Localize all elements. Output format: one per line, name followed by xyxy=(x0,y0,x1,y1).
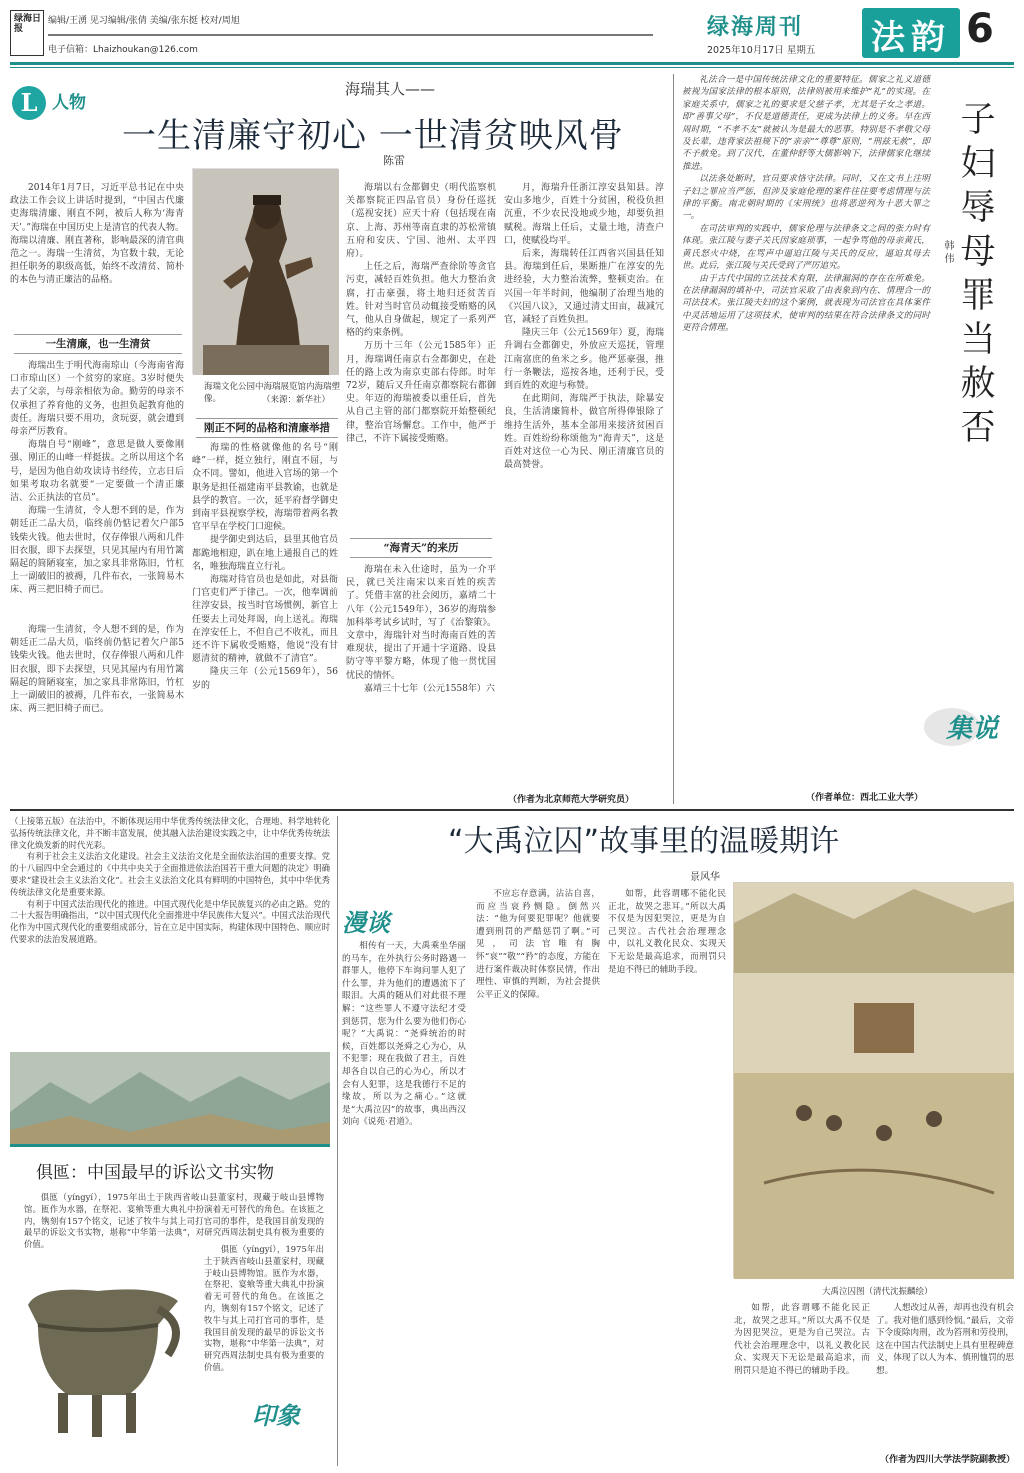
photo-caption: 海瑞文化公园中海瑞展览馆内海瑞塑像。 xyxy=(204,382,341,404)
statue-illustration xyxy=(193,169,339,375)
paragraph: 2014年1月7日，习近平总书记在中央政法工作会议上讲话时提到，“中国古代廉吏海瑞清廉、刚直不阿，被后人称为‘海青天’。”海瑞在中国历史上是清官的代表人物。海瑞以清廉、刚直著称，影响最深的清官典范之一。海瑞一生清贫，为官数十载，无论担任职务的职级高低，始终不改清贫、简朴的本色与清正廉洁的品格。 xyxy=(10,183,184,286)
author-note: （作者为北京师范大学研究员） xyxy=(508,795,635,805)
article-column-4 xyxy=(504,182,664,788)
paragraph: 海瑞自号“刚峰”，意思是做人要像刚强、刚正的山峰一样挺拔。之所以用这个名号，是因为他自幼攻读诗书经传，立志日后如果考取功名就要“一定要做一个清正廉洁、公正执法的官员”。 xyxy=(10,440,184,504)
article-column-2 xyxy=(192,442,338,812)
continued-article xyxy=(10,816,330,1048)
paragraph: 不应忘存意满，沾沾自喜，而应当哀矜恻隐。倒然兴法：“他为何要犯罪呢？他就要遭到刑罚的严酷惩罚了啊。”可见，司法官唯有胸怀“哀”“敬”“矜”的态度，方能在进行案件裁决时体察民情，作出理性、审慎的判断，为社会提供公平正义的保障。 xyxy=(476,889,600,1000)
article-column-1 xyxy=(342,940,466,1460)
masthead-rule-thick xyxy=(10,62,1014,65)
article-column-1b xyxy=(10,360,184,622)
subheading-text: 一生清廉，也一生清贫 xyxy=(45,338,151,350)
paragraph: 有利于社会主义法治文化建设。社会主义法治文化是全面依法治国的重要支撑。党的十八届四中全会通过的《中共中央关于全面推进依法治国若干重大问题的决定》明确要求“建设社会主义法治文化”。社会主义法治文化具有鲜明的中国特色，其中中华优秀传统法律文化是重要来源。 xyxy=(10,851,330,897)
feature-rule xyxy=(10,1144,330,1147)
paragraph: （上接第五版）在法治中，不断体现运用中华优秀传统法律文化，合理地、科学地转化弘扬传统法律文化，并不断丰富发展，使其融入法治建设实践之中，让中华优秀传统法律文化焕发新的时代光彩。 xyxy=(10,816,330,850)
subheading-text: “海青天”的来历 xyxy=(383,542,459,554)
paragraph: 海瑞在未入仕途时，虽为一介平民，就已关注南宋以来百姓的疾苦了。凭借丰富的社会阅历，嘉靖二十八年（公元1549年），36岁的海瑞参加科举考试乡试时，写了《治黎策》。文章中，海瑞针对当时海南百姓的苦难现状，提出了开通十字道路、设县防守等平黎方略，体现了他一贯忧国忧民的情怀。 xyxy=(346,565,496,681)
paragraph: 在此期间，海瑞严于执法，除暴安良，生活清廉简朴，做官所得俸银除了维持生活外，基本全部用来接济贫困百姓。百姓纷纷称颂他为“海青天”，这是百姓对这位一心为民、刚正清廉官员的最高赞誉。 xyxy=(504,394,664,471)
paragraph: 相传有一天，大禹乘坐华丽的马车，在外执行公务时路遇一群罪人，他停下车询问罪人犯了什么罪，并为他们的遭遇流下了眼泪。大禹的随从们对此很不理解：“这些罪人不遵守法纪才受到惩罚，您为什么要为他们伤心呢？”大禹说：“尧舜统治的时候，百姓都以尧舜之心为心，从不犯罪；现在我做了君主，百姓却各自以自己的心为心，所以才会有人犯罪，这是我德行不足的缘故，所以为之痛心。”这就是“大禹泣囚”的故事，典出西汉刘向《说苑·君道》。 xyxy=(342,941,466,1128)
column-divider xyxy=(673,74,674,804)
logo-text: 绿海日报 xyxy=(14,14,42,34)
paragraph: 海瑞的性格就像他的名号“刚峰”一样，挺立独行，刚直不屈，与众不同。譬如，他进入官场的第一个职务是担任福建南平县教谕，也就是县学的教官。一次，延平府督学御史到南平县视察学校，海瑞带着两名教官平早在学校门口迎候。 xyxy=(192,443,338,533)
article-column-3b xyxy=(346,564,496,812)
commentary-title: 子妇辱母罪当赦否 xyxy=(960,100,996,448)
column-divider xyxy=(337,816,338,1466)
commentary-author: 韩伟 xyxy=(942,240,953,266)
paragraph: 万历十三年（公元1585年）正月，海瑞调任南京右佥都御史，在赴任的路上改为南京吏部右侍郎。时年72岁，随后又升任南京都察院右都御史。年迈的海瑞被委以重任后，首先从自己主管的部门都察院开始整顿纪律，整治官场懈怠。工作中，他严于律己，不许下属接受贿赂。 xyxy=(346,341,496,444)
article-headline: “大禹泣囚”故事里的温暖期许 xyxy=(448,824,840,859)
page-number: 6 xyxy=(966,6,994,52)
paragraph: 在司法审判的实践中，儒家伦理与法律条文之间的张力时有体现。张江陵与妻子关氏因家庭琐事，一起争骂他的母亲黄氏，黄氏怒火中烧，在骂声中逼迫江陵与关氏的反应，逼迫其母去世。此后，张江陵与关氏受到了严厉追究。 xyxy=(682,223,930,272)
author-note: （作者单位：西北工业大学） xyxy=(806,793,924,803)
article-byline: 陈雷 xyxy=(383,154,405,167)
article-column-4 xyxy=(734,1302,870,1442)
paragraph: 由于古代中国的立法技术有限，法律漏洞的存在在所难免。在法律漏洞的填补中，司法官采取了由表象到内在、情理合一的司法技术。张江陵夫妇的这个案例，就表现为司法官在具体案件中灵活地运用了这项技术，使审判的结果在符合法律条文的同时更符合情理。 xyxy=(682,273,930,334)
landscape-painting xyxy=(10,1052,330,1147)
column-tag: 漫谈 xyxy=(342,908,390,937)
article-column-1 xyxy=(10,182,184,332)
issue-date: 2025年10月17日 星期五 xyxy=(707,45,816,56)
hai-rui-statue-photo xyxy=(192,168,338,374)
landscape-illustration xyxy=(10,1052,330,1147)
paragraph: 俱匜（yíngyí），1975年出土于陕西省岐山县董家村，现藏于岐山县博物馆。匜作为水器，在祭祀、宴飨等重大典礼中扮演着无可替代的角色。在该匜之内，镌刻有157个铭文，记述了牧牛与其上司打官司的事件，是我国目前发现的最早的诉讼文书实物，堪称“中华第一法典”，对研究西周法制史具有极为重要的价值。 xyxy=(204,1244,324,1372)
paragraph: 礼法合一是中国传统法律文化的重要特征。儒家之礼义道德被视为国家法律的根本原则，法律则被用来维护“礼”的实现。在家庭关系中，儒家之礼的要求是父慈子孝，尤其是子女之孝道。即“善事父母”，不仅是道德责任，更成为法律上的义务。早在西周时期，“不孝不友”就被认为是最大的恶事。特别是不孝敬父母及长辈，违背家法祖规下的“亲亲”“尊尊”原则，“刑兹无赦”，即不予赦免。到了汉代，在董仲舒等大儒影响下，法律儒家化继续推进。 xyxy=(682,75,930,172)
article-column-1c xyxy=(10,624,184,812)
bronze-vessel-photo xyxy=(8,1265,188,1455)
article-column-5 xyxy=(876,1302,1014,1442)
masthead-rule-thin xyxy=(10,67,1014,68)
paragraph: 隆庆三年（公元1569年）夏，海瑞升调右佥都御史，外放应天巡抚，管理江南富庶的鱼米之乡。他严惩豪强，推行一条鞭法，巡按各地，还利于民，受到百姓的欢迎与称赞。 xyxy=(504,328,664,392)
editor-credits: 编辑/王湧 见习编辑/张倩 美编/张东挺 校对/周旭 xyxy=(48,16,240,26)
paragraph: 上任之后，海瑞严查徐阶等贪官污吏，减轻百姓负担。他大力整治贪腐，打击豪强，将土地归还贫苦百姓。针对当时官员动辄接受贿赂的风气，他从自身做起，规定了一系列严格的约束条例。 xyxy=(346,262,496,339)
article-kicker: 海瑞其人—— xyxy=(345,80,436,98)
brand-title: 绿海周刊 xyxy=(707,15,804,40)
column-stamp: 印象 xyxy=(252,1401,300,1430)
paragraph: 海瑞以右佥都御史（明代监察机关都察院正四品官员）身份任巡抚（巡视安抚）应天十府（包括现在南京、上海、苏州等南直隶的苏松常镇五府和安庆、宁国、池州、太平四府）。 xyxy=(346,183,496,260)
paragraph: 后来，海瑞转任江西省兴国县任知县。海瑞到任后，果断推广在淳安的先进经验，大力整治流弊，整顿吏治。在兴国一年半时间，他编制了治理当地的《兴国八议》，又通过清丈田亩，裁减冗官，减轻了百姓负担。 xyxy=(504,249,664,326)
editor-email: 电子信箱：Lhaizhoukan@126.com xyxy=(48,45,198,55)
author-note: （作者为四川大学法学院副教授） xyxy=(880,1455,1016,1465)
article-column-3 xyxy=(346,182,496,528)
dayu-painting xyxy=(733,882,1013,1278)
subheading xyxy=(350,538,492,558)
section-name: 法韵 xyxy=(871,18,951,58)
masthead xyxy=(0,0,1024,64)
subheading xyxy=(14,334,182,354)
paragraph: 隆庆三年（公元1569年），56岁的 xyxy=(192,667,338,691)
article-headline: 一生清廉守初心 一世清贫映风骨 xyxy=(122,116,624,156)
paragraph: 如帮，此容谓哪不能化民正北，故哭之悲耳。”所以大禹不仅是为因犯哭泣，更是为自己哭泣。古代社会治理理念中，以礼义教化民众、实现天下无讼是最高追求，而刑罚只是迫不得已的辅助手段。 xyxy=(608,889,726,975)
newspaper-logo xyxy=(10,10,44,56)
section-badge xyxy=(862,8,960,58)
paragraph: 有利于中国式法治现代化的推进。中国式现代化是中华民族复兴的必由之路。党的二十大报告明确指出，“以中国式现代化全面推进中华民族伟大复兴”。中国式法治现代化作为中国式现代化的重要组成部分，旨在立足中国实际，构建体现中国特色、顺应时代要求的法治发展道路。 xyxy=(10,898,330,944)
article-byline: 景风华 xyxy=(690,872,720,883)
paragraph: 以法条处断时，官员要求恪守法律。同时，又在文书上注明子妇之罪应当严惩，但涉及家庭伦理的案件往往要考虑情理与法律的平衡。南北朝时期的《宋刑统》也将恶逆列为十恶大罪之一。 xyxy=(682,174,930,222)
paragraph: 月，海瑞升任浙江淳安县知县。淳安山多地少，百姓十分贫困，税役负担沉重，不少农民没地或少地，却要负担赋税。海瑞上任后，丈量土地，清查户口，使赋役均平。 xyxy=(504,183,664,246)
bronze-vessel-illustration xyxy=(8,1265,188,1455)
commentary-body xyxy=(682,74,930,694)
section-tag-icon: L xyxy=(12,86,46,120)
paragraph: 海瑞出生于明代海南琼山（今海南省海口市琼山区）一个贫穷的家庭。3岁时便失去了父亲，与母亲相依为命。勤劳的母亲不仅承担了养育他的义务，也担负起教育他的责任。海瑞只要不用功，贪玩耍，就会遭到母亲严厉教育。 xyxy=(10,361,184,438)
article-column-3 xyxy=(608,888,726,1460)
section-divider xyxy=(10,809,1014,811)
column-logo: 集说 xyxy=(946,714,999,744)
masthead-rule xyxy=(48,34,653,36)
painting-caption: 大禹泣囚图（清代沈振麟绘） xyxy=(822,1287,933,1297)
section-tag-label: 人物 xyxy=(52,93,86,113)
feature-body xyxy=(24,1192,324,1250)
article-column-2 xyxy=(476,888,600,1460)
paragraph: 人想改过从善，却再也没有机会了。我对他们感到怜悯。”最后，文帝下令废除肉刑，改为笞刑和劳役刑，这在中国古代法制史上具有里程碑意义，体现了以人为本、慎刑恤罚的思想。 xyxy=(876,1303,1014,1376)
paragraph: 提学御史到达后，县里其他官员都跪地相迎，趴在地上通报自己的姓名，唯独海瑞直立行礼。 xyxy=(192,535,338,572)
photo-source: （来源：新华社） xyxy=(262,395,331,405)
subheading-text: 刚正不阿的品格和清廉举措 xyxy=(204,422,330,434)
paragraph: 海瑞对待官员也是如此，对县衙门官吏们严于律己。一次，他奉调前往淳安县，按当时官场惯例，新官上任要去上司处拜谒，向上送礼。海瑞在淳安任上，不但自己不收礼，而且还不许下属收受贿赂，他说“没有甘愿清贫的精神，就做不了清官”。 xyxy=(192,575,338,665)
painting-illustration xyxy=(734,883,1014,1279)
paragraph: 俱匜（yíngyí），1975年出土于陕西省岐山县董家村，现藏于岐山县博物馆。匜作为水器，在祭祀、宴飨等重大典礼中扮演着无可替代的角色。在该匜之内，镌刻有157个铭文，记述了牧牛与其上司打官司的事件，是我国目前发现的最早的诉讼文书实物，堪称“中华第一法典”，对研究西周法制史具有极为重要的价值。 xyxy=(24,1192,324,1250)
paragraph: 如帮，此容谓哪不能化民正北，故哭之悲耳。”所以大禹不仅是为因犯哭泣，更是为自己哭泣。古代社会治理理念中，以礼义教化民众、实现天下无讼是最高追求，而刑罚只是迫不得已的辅助手段。 xyxy=(734,1303,870,1376)
paragraph: 海瑞一生清贫，令人想不到的是，作为朝廷正二品大员，临终前仍惦记着欠户部5钱柴火钱。他去世时，仅存俸银八两和几件旧衣服，即下去探望，只见其屋内有用竹篱隔起的简陋寝室，加之家具非常陈旧，竹杠上一副破旧的被褥，几件布衣，一张简易木床、两三把旧椅子而已。 xyxy=(10,625,184,715)
feature-title: 俱匜：中国最早的诉讼文书实物 xyxy=(36,1163,274,1183)
paragraph: 嘉靖三十七年（公元1558年）六 xyxy=(364,683,495,694)
paragraph: 海瑞一生清贫，令人想不到的是，作为朝廷正二品大员，临终前仍惦记着欠户部5钱柴火钱。他去世时，仅存俸银八两和几件旧衣服，即下去探望，只见其屋内有用竹篱隔起的简陋寝室，加之家具非常陈旧，竹杠上一副破旧的被褥，几件布衣，一张简易木床、两三把旧椅子而已。 xyxy=(10,506,184,596)
subheading xyxy=(196,418,338,438)
feature-body-continued xyxy=(204,1244,324,1394)
